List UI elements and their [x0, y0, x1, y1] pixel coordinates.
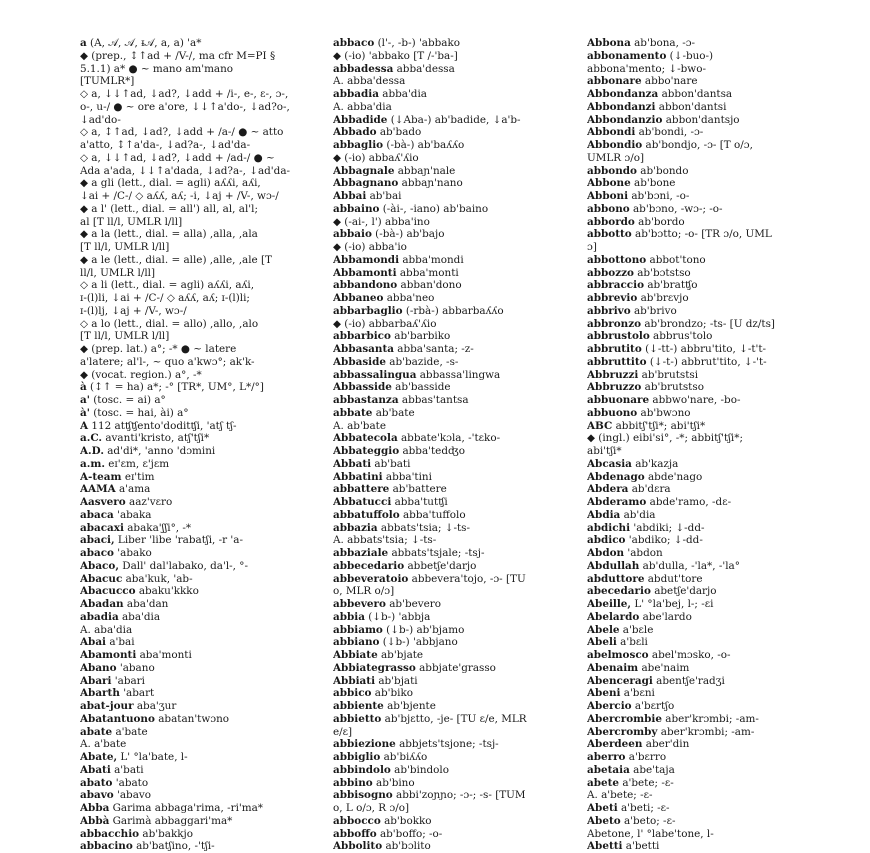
dictionary-line: abbate ab'bate	[333, 406, 415, 419]
dictionary-line: Abbatecola abbate'kɔla, -'tεko-	[333, 432, 501, 445]
dictionary-column-1	[80, 37, 332, 853]
dictionary-line: Abetti a'betti	[587, 840, 660, 853]
dictionary-line: Abbasside ab'basside	[333, 381, 451, 394]
dictionary-line: al [T ll/l, UMLR l/ll]	[80, 215, 183, 228]
dictionary-line: abbaglio (-bà-) ab'baʎʎo	[333, 139, 465, 151]
dictionary-line: Abbagnano abbaɲ'nano	[333, 177, 463, 190]
dictionary-line: [T ll/l, UMLR l/ll]	[80, 330, 170, 343]
dictionary-line: abbacchio ab'bakkjo	[80, 827, 194, 840]
dictionary-line: Abercio a'bεrtʃo	[587, 700, 675, 712]
dictionary-line: Abbado ab'bado	[333, 126, 422, 139]
dictionary-line: ◆ (-io) abbarbaʎ'ʎio	[333, 317, 437, 330]
dictionary-line: aberro a'bεrro	[587, 751, 667, 763]
dictionary-line: abdichi 'abdiki; ↓-dd-	[587, 521, 705, 534]
dictionary-line: a (A, 𝒜, 𝒜, ᵻ𝒜, a, a) 'a*	[80, 37, 202, 49]
dictionary-line: Abboni ab'bɔni, -o-	[587, 190, 690, 202]
dictionary-line: Abeto a'beto; -ε-	[587, 814, 676, 827]
dictionary-line: abbadia abba'dia	[333, 88, 427, 100]
dictionary-line: abbrustolo abbrus'tolo	[587, 330, 713, 343]
dictionary-line: Abdon 'abdon	[587, 547, 663, 559]
dictionary-line: Abbone ab'bone	[587, 177, 676, 190]
dictionary-line: Abenceragi abentʃe'radʒi	[587, 674, 725, 687]
dictionary-line: abbiezione abbjets'tsjone; -tsj-	[333, 738, 499, 751]
dictionary-line: ɔ]	[587, 241, 597, 253]
dictionary-line: Abbati ab'bati	[333, 457, 411, 470]
dictionary-line: Ada a'ada, ↓↓↑a'dada, ↓ad?a-, ↓ad'da-	[80, 164, 291, 177]
dictionary-line: abate a'bate	[80, 725, 148, 738]
dictionary-line: Abeille, L' °la'bej, l-; -εi	[587, 598, 714, 610]
dictionary-line: Abbasanta abba'santa; -z-	[333, 343, 474, 355]
dictionary-line: 5.1.1) a* ● ~ mano am'mano	[80, 62, 234, 75]
dictionary-line: Abetone, l' °labe'tone, l-	[587, 827, 714, 840]
dictionary-line: Abbaneo abba'neo	[333, 292, 435, 304]
dictionary-line: ɪ-(l)lj, ↓aj + /V-, wɔ-/	[80, 304, 187, 317]
dictionary-line: Abamonti aba'monti	[80, 649, 192, 661]
dictionary-line: ◆ (-io) abbaʎ'ʎio	[333, 151, 419, 164]
dictionary-line: abbico ab'biko	[333, 687, 414, 700]
dictionary-line: ◆ (ingl.) eibi'si°, -*; abbitʃ'tʃi*;	[587, 432, 743, 445]
dictionary-line: Abatantuono abatan'twɔno	[80, 712, 230, 725]
dictionary-line: abbino ab'bino	[333, 776, 415, 789]
dictionary-line: a' (tosc. = ai) a°	[80, 394, 166, 406]
dictionary-line: A. ab'bate	[333, 419, 386, 432]
dictionary-line: abbadessa abba'dessa	[333, 62, 455, 75]
dictionary-line: ◆ (prep. lat.) a°; -* ● ~ latere	[80, 343, 237, 355]
dictionary-line: Abaco, Dall' dal'labako, da'l-, °-	[80, 559, 248, 572]
dictionary-line: [TUMLR*]	[80, 75, 135, 88]
dictionary-line: a.C. avanti'kristo, atʃ'tʃi*	[80, 432, 210, 445]
dictionary-line: Abercrombie aber'krɔmbi; -am-	[587, 712, 759, 725]
dictionary-line: o-, u-/ ● ~ ore a'ore, ↓↓↑a'do-, ↓ad?o-,	[80, 100, 290, 113]
dictionary-line: Abele a'bεle	[587, 623, 654, 636]
dictionary-line: Abeni a'bεni	[587, 687, 655, 700]
dictionary-line: abbono ab'bɔno, -wɔ-; -o-	[587, 202, 723, 215]
dictionary-line: abbotto ab'bɔtto; -o- [TR ɔ/o, UML	[587, 228, 772, 241]
dictionary-line: ◇ a, ↕↑ad, ↓ad?, ↓add + /a-/ ● ~ atto	[80, 126, 284, 139]
dictionary-line: abaci, Liber 'libe 'rabatʃi, -r 'a-	[80, 534, 243, 547]
dictionary-line: abetaia abe'taja	[587, 763, 675, 776]
dictionary-line: abbordo ab'bordo	[587, 215, 685, 228]
dictionary-line: ◆ a le (lett., dial. = alle) ,alle, ,ale [T	[80, 253, 272, 266]
dictionary-line: ◇ a, ↓↓↑ad, ↓ad?, ↓add + /i-, e-, ε-, ɔ-,	[80, 88, 289, 100]
dictionary-line: abbrivo ab'brivo	[587, 304, 677, 317]
dictionary-line: Abderamo abde'ramo, -dε-	[587, 496, 732, 508]
dictionary-line: abbietto ab'bjεtto, -je- [TU ε/e, MLR	[333, 712, 527, 725]
dictionary-line: Abate, L' °la'bate, l-	[80, 751, 188, 763]
dictionary-line: abbrutito (↓-tt-) abbru'tito, ↓-t't-	[587, 343, 767, 355]
dictionary-line: ◆ a la (lett., dial. = alla) ,alla, ,ala	[80, 228, 258, 241]
dictionary-line: Abbaside ab'bazide, -s-	[333, 355, 459, 368]
dictionary-line: UMLR ɔ/o]	[587, 151, 645, 164]
dictionary-line: A-team eɪ'tim	[80, 470, 155, 483]
dictionary-line: Abbondio ab'bondjo, -ɔ- [T o/ɔ,	[587, 139, 753, 151]
dictionary-line: abbaziale abbats'tsjale; -tsj-	[333, 547, 485, 559]
dictionary-line: abbottono abbot'tono	[587, 253, 706, 266]
dictionary-line: abbaio (-bà-) ab'bajo	[333, 228, 445, 241]
dictionary-line: abdico 'abdiko; ↓-dd-	[587, 534, 703, 547]
dictionary-line: abbonare abbo'nare	[587, 75, 698, 88]
dictionary-line: Abbatucci abba'tutʧi	[333, 496, 448, 508]
dictionary-line: abbondo ab'bondo	[587, 164, 689, 177]
dictionary-line: A. a'bate	[80, 738, 127, 751]
dictionary-line: abbevero ab'bevero	[333, 598, 441, 610]
dictionary-line: Abbiati ab'bjati	[333, 674, 418, 687]
dictionary-line: abbronzo ab'brondzo; -ts- [U dz/ts]	[587, 317, 775, 330]
dictionary-line: Abeli a'bεli	[587, 636, 648, 649]
dictionary-line: abbiano (↓b-) 'abbjano	[333, 636, 458, 649]
dictionary-line: abacaxi abaka'ʃʃi°, -*	[80, 521, 192, 534]
dictionary-line: abato 'abato	[80, 776, 149, 789]
dictionary-line: abbozzo ab'bɔtstso	[587, 266, 691, 279]
dictionary-line: ll/l, UMLR l/ll]	[80, 266, 156, 279]
dictionary-line: abbastanza abbas'tantsa	[333, 394, 469, 406]
dictionary-line: abecedario abetʃe'darjo	[587, 585, 717, 598]
dictionary-line: A.D. ad'di*, 'anno 'dɔmini	[80, 445, 216, 457]
dictionary-line: Abdera ab'dεra	[587, 483, 671, 496]
dictionary-line: o, MLR o/ɔ]	[333, 585, 395, 598]
dictionary-line: ◇ a li (lett., dial. = agli) aʎʎi, aʎi,	[80, 279, 255, 292]
dictionary-line: ◇ a, ↓↓↑ad, ↓ad?, ↓add + /ad-/ ● ~	[80, 151, 275, 164]
dictionary-line: abbecedario abbetʃe'darjo	[333, 559, 477, 572]
dictionary-line: Abadan aba'dan	[80, 598, 169, 610]
dictionary-line: Abano 'abano	[80, 661, 155, 674]
dictionary-line: Aberdeen aber'din	[587, 738, 690, 751]
dictionary-line: A 112 atʧʧento'doditʧi, 'atʃ tʃ-	[80, 419, 237, 432]
dictionary-column-3	[587, 37, 839, 853]
dictionary-line: o, L o/ɔ, R ɔ/o]	[333, 802, 410, 814]
dictionary-line: à' (tosc. = hai, ài) a°	[80, 406, 189, 419]
dictionary-line: abbatuffolo abba'tuffolo	[333, 508, 466, 521]
dictionary-line: Abati a'bati	[80, 763, 144, 776]
dictionary-line: Abari 'abari	[80, 674, 145, 687]
dictionary-line: abbocco ab'bokko	[333, 814, 432, 827]
dictionary-line: Abai a'bai	[80, 636, 135, 649]
dictionary-line: abbonamento (↓-buo-)	[587, 49, 714, 62]
dictionary-line: ◆ (prep., ↕↑ad + /V-/, ma cfr M=PI §	[80, 49, 276, 62]
dictionary-line: Abacucco abaku'kkko	[80, 585, 199, 598]
dictionary-line: Abba Garima abbaga'rima, -ri'ma*	[80, 802, 264, 814]
dictionary-line: Abarth 'abart	[80, 687, 155, 700]
dictionary-line: ◆ (-io) abba'io	[333, 241, 407, 253]
dictionary-line: Abbruzzo ab'brutstso	[587, 381, 704, 394]
dictionary-line: Abbamondi abba'mondi	[333, 253, 464, 266]
dictionary-line: abbraccio ab'bratʧo	[587, 279, 698, 292]
dictionary-line: abbaco (l'-, -b-) 'abbako	[333, 37, 461, 49]
dictionary-column-2	[333, 37, 585, 853]
dictionary-line: Abdenago abde'nago	[587, 470, 703, 483]
dictionary-line: Aasvero aaz'vεro	[80, 496, 173, 508]
dictionary-line: Abbona ab'bona, -ɔ-	[587, 37, 696, 49]
dictionary-line: abboffo ab'boffo; -o-	[333, 827, 443, 840]
dictionary-line: abbia (↓b-) 'abbja	[333, 610, 431, 623]
dictionary-line: Abbateggio abba'tedʤo	[333, 445, 465, 457]
dictionary-line: abavo 'abavo	[80, 789, 152, 802]
dictionary-line: abaca 'abaka	[80, 508, 152, 521]
dictionary-line: A. a'bete; -ε-	[587, 789, 653, 802]
dictionary-line: abbona'mento; ↓-bwo-	[587, 62, 706, 75]
dictionary-line: a'atto, ↕↑a'da-, ↓ad?a-, ↓ad'da-	[80, 139, 251, 151]
dictionary-line: abete a'bete; -ε-	[587, 776, 674, 789]
dictionary-line: Abacuc aba'kuk, 'ab-	[80, 572, 193, 585]
dictionary-line: ◆ (vocat. region.) a°, -*	[80, 368, 202, 381]
dictionary-line: abbassalingua abbassa'lingwa	[333, 368, 501, 381]
dictionary-line: A. abba'dia	[333, 100, 392, 113]
dictionary-line: ◇ a lo (lett., dial. = allo) ,allo, ,alo	[80, 317, 259, 330]
dictionary-line: AAMA a'ama	[80, 483, 151, 496]
dictionary-line: ↓ai + /C-/ ◇ aʎʎ, aʎ; -i, ↓aj + /V-, wɔ-/	[80, 190, 279, 202]
dictionary-line: abadia aba'dia	[80, 610, 161, 623]
dictionary-line: abbuono ab'bwɔno	[587, 406, 691, 419]
dictionary-line: e/ε]	[333, 725, 353, 738]
dictionary-line: Abbiate ab'bjate	[333, 649, 424, 661]
dictionary-line: Abeti a'beti; -ε-	[587, 802, 670, 814]
dictionary-line: A. aba'dia	[80, 623, 133, 636]
dictionary-line: ABC abbitʃ'tʃi*; abi'tʃi*	[587, 419, 706, 432]
dictionary-line: abbruttito (↓-t-) abbrut'tito, ↓-'t-	[587, 355, 767, 368]
dictionary-line: ɪ-(l)li, ↓ai + /C-/ ◇ aʎʎ, aʎ; ɪ-(l)li;	[80, 292, 250, 304]
dictionary-line: ↓ad'do-	[80, 113, 121, 126]
dictionary-line: abbarbico ab'barbiko	[333, 330, 451, 343]
dictionary-line: Abbà Garimà abbaggari'ma*	[80, 814, 233, 827]
dictionary-line: abbuonare abbwo'nare, -bo-	[587, 394, 741, 406]
dictionary-line: Abelardo abe'lardo	[587, 610, 692, 623]
dictionary-line: ◆ (-io) 'abbako [T /-'ba-]	[333, 49, 458, 62]
dictionary-line: Abbondanzi abbon'dantsi	[587, 100, 727, 113]
dictionary-line: abbazia abbats'tsia; ↓-ts-	[333, 521, 471, 534]
dictionary-line: [T ll/l, UMLR l/ll]	[80, 241, 170, 253]
dictionary-line: à (↕↑ = ha) a*; -° [TR*, UM°, L*/°]	[80, 381, 264, 394]
dictionary-line: abbattere ab'battere	[333, 483, 447, 496]
dictionary-line: Abdia ab'dia	[587, 508, 656, 521]
dictionary-line: ◆ a l' (lett., dial. = all') all, al, al'l;	[80, 202, 258, 215]
dictionary-line: abbindolo ab'bindolo	[333, 763, 450, 776]
dictionary-line: Abbamonti abba'monti	[333, 266, 459, 279]
dictionary-line: ◆ a gli (lett., dial. = agli) aʎʎi, aʎi,	[80, 177, 261, 190]
dictionary-line: Abbai ab'bai	[333, 190, 402, 202]
dictionary-line: abi'tʃi*	[587, 445, 622, 457]
dictionary-line: abbarbaglio (-rbà-) abbarbaʎʎo	[333, 304, 504, 317]
dictionary-line: abbiente ab'bjente	[333, 700, 436, 712]
dictionary-line: abelmosco abel'mɔsko, -o-	[587, 649, 731, 661]
dictionary-line: abbiglio ab'biʎʎo	[333, 751, 428, 763]
dictionary-line: Abbolito ab'bɔlito	[333, 840, 431, 853]
dictionary-line: A. abbats'tsia; ↓-ts-	[333, 534, 437, 547]
dictionary-line: abduttore abdut'tore	[587, 572, 703, 585]
dictionary-line: abaco 'abako	[80, 547, 152, 559]
dictionary-line: Abercromby aber'krɔmbi; -am-	[587, 725, 755, 738]
dictionary-line: abbandono abban'dono	[333, 279, 462, 292]
dictionary-line: abat-jour aba'ʒur	[80, 700, 177, 712]
dictionary-line: Abbondanza abbon'dantsa	[587, 88, 733, 100]
dictionary-line: A. abba'dessa	[333, 75, 406, 88]
dictionary-line: abbacino ab'batʃino, -'tʃi-	[80, 840, 215, 853]
dictionary-line: abbeveratoio abbevera'tojo, -ɔ- [TU	[333, 572, 526, 585]
dictionary-line: Abbatini abba'tini	[333, 470, 432, 483]
dictionary-line: Abbruzzi ab'brutstsi	[587, 368, 699, 381]
dictionary-line: a.m. eɪ'εm, ε'jεm	[80, 457, 170, 470]
dictionary-line: Abenaim abe'naim	[587, 661, 690, 674]
dictionary-line: abbiamo (↓b-) ab'bjamo	[333, 623, 465, 636]
dictionary-line: ◆ (-ai-, l') abba'ino	[333, 215, 430, 228]
dictionary-line: Abbondi ab'bondi, -ɔ-	[587, 126, 704, 139]
dictionary-line: a'latere; al'l-, ~ quo a'kwɔ°; ak'k-	[80, 355, 255, 368]
dictionary-line: Abbadide (↓Aba-) ab'badide, ↓a'b-	[333, 113, 521, 126]
dictionary-line: abbisogno abbi'zoɲɲo; -ɔ-; -s- [TUM	[333, 789, 526, 802]
dictionary-line: abbaino (-ài-, -iano) ab'baino	[333, 202, 489, 215]
dictionary-line: abbrevio ab'brεvjo	[587, 292, 689, 304]
dictionary-line: Abbiategrasso abbjate'grasso	[333, 661, 496, 674]
dictionary-line: Abbagnale abbaɲ'nale	[333, 164, 456, 177]
dictionary-line: Abbondanzio abbon'dantsjo	[587, 113, 740, 126]
dictionary-line: Abcasia ab'kazja	[587, 457, 679, 470]
dictionary-line: Abdullah ab'dulla, -'la*, -'la°	[587, 559, 740, 572]
